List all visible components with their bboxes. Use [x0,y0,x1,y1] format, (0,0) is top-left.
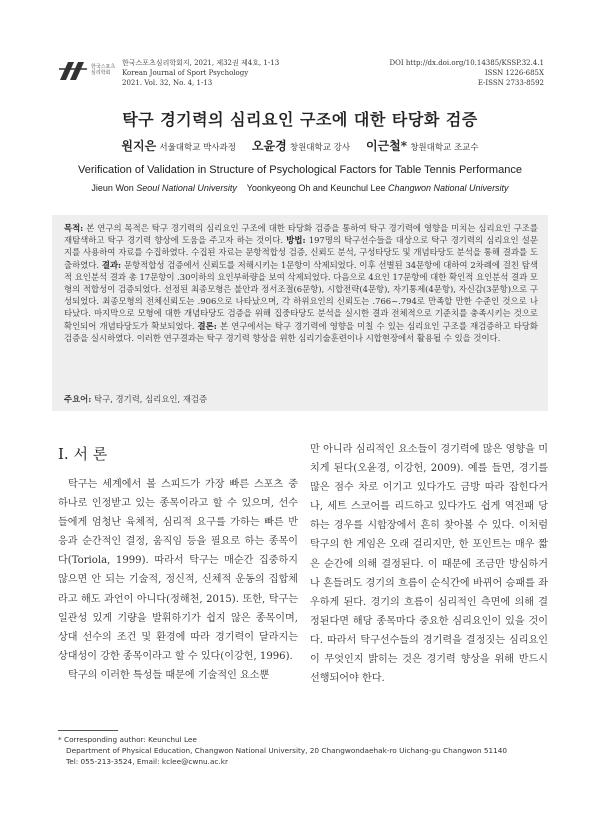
kssp-logo-icon [58,60,88,82]
abstract-label-method: 방법: [286,235,306,246]
author-name-en: Jieun Won [91,183,134,193]
abstract-conclusion: 본 연구에서는 탁구 경기력에 영향을 미칠 수 있는 심리요인 구조를 재검증하고 타당화 검증을 실시하였다. 이러한 연구결과는 탁구 경기력 향상을 위한 심리기술훈련이나 시합현장에서 활용될 수 있을 것이다. [64,320,538,343]
abstract-label-purpose: 목적: [64,223,84,233]
doi-block [390,58,544,88]
author-name: 이근철* [365,139,408,153]
author-affiliation: 서울대학교 박사과정 [159,143,236,153]
author-affiliation-en: Changwon National University [388,183,509,193]
author-name: 오윤경 [251,139,287,153]
body-column-left [58,475,298,685]
authors-english [0,183,600,193]
keywords-label: 주요어: [64,394,92,404]
author-name-en: Yoonkyeong Oh and Keunchul Lee [246,183,386,193]
eissn: E-ISSN 2733-8592 [477,79,544,87]
issn: ISSN 1226-685X [484,69,544,77]
body-paragraph: 탁구의 이러한 특성들 때문에 기술적인 요소뿐 [68,669,270,681]
journal-logo [58,58,120,88]
journal-name-ko: 한국스포츠심리학회지, 2021, 제32권 제4호, 1-13 [122,59,280,67]
keywords-text: 탁구, 경기력, 심리요인, 재검증 [91,394,208,404]
footnote-divider [58,730,118,731]
abstract-label-results: 결과: [101,259,122,270]
paper-title: 탁구 경기력의 심리요인 구조에 대한 타당화 검증 [122,110,478,129]
abstract-label-conclusion: 결론: [197,320,217,331]
abstract-purpose: 본 연구의 목적은 탁구 경기력의 심리요인 구조에 대한 타당화 검증을 통하여 탁구 경기력에 영향을 미치는 심리요인 구조를 재탐색하고 탁구 경기력 향상에 도움을 주고자 하는 것이다. [64,223,538,246]
journal-name-en: Korean Journal of Sport Psychology [122,69,249,77]
logo-text: 한국스포츠 심리학회 [91,64,116,76]
doi-link[interactable]: DOI http://dx.doi.org/10.14385/KSSP.32.4.1 [389,59,544,67]
abstract [64,222,538,344]
body-paragraph: 만 아니라 심리적인 요소들이 경기력에 많은 영향을 미치게 된다(오윤경, 이강헌, 2009). 예를 들면, 경기를 많은 점수 차로 이기고 있다가도 금방 따라 잡힌다거나, 세트 스코어를 리드하고 있다가도 쉽게 역전패 당하는 경우를 시합장에서 흔히 찾아볼 수 있다. 이처럼 탁구의 한 게임은 오래 걸리지만, 한 포인트는 매우 짧은 순간에 의해 결정된다. 이 때문에 조금만 방심하거나 흔들려도 경기의 흐름이 순식간에 바뀌어 승패를 좌우하게 된다. 경기의 흐름이 심리적인 측면에 의해 결정된다면 해당 종목마다 중요한 심리요인이 있을 것이다. 따라서 탁구선수들의 경기력을 결정짓는 심리요인이 무엇인지 밝히는 것은 경기력 향상을 위해 반드시 선행되어야 한다. [310,444,548,685]
footnote [58,734,548,767]
footnote-address: Department of Physical Education, Changwon National University, 20 Changwondaehak-ro Uichang-gu Changwon 51140 [66,746,508,755]
journal-info [122,58,279,88]
abstract-results: 문항적합성 검증에서 신뢰도를 저해시키는 1문항이 삭제되었다. 이후 선별된 34문항에 대하여 2차례에 걸친 탐색적 요인분석 결과 총 17문항이 .30이하의 요인부하량을 보여 삭제되었다. 다음으로 4요인 17문항에 대한 확인적 요인분석 결과 모형의 적합성이 검증되었다. 선정된 최종모형은 불안과 정서조절(6문항), 시합전략(4문항), 자기통제(4문항), 자신감(3문항)으로 구성되었다. 최종모형의 전체신뢰도는 .906으로 나타났으며, 각 하위요인의 신뢰도는 .766~.794로 만족할 만한 수준인 것으로 나타났다. 마지막으로 모형에 대한 개념타당도 검증을 위해 집중타당도 분석을 실시한 결과 전체적으로 기준치를 충족시키는 것으로 확인되어 개념타당도가 확보되었다. [64,259,538,331]
author-affiliation: 창원대학교 강사 [289,143,351,153]
section-heading-introduction: Ⅰ. 서 론 [58,445,108,463]
abstract-method: 197명의 탁구선수들을 대상으로 탁구 경기력의 심리요인 설문지를 사용하여 자료를 수집하였다. 수집된 자료는 문항적합성 검증, 신뢰도 분석, 구성타당도 및 개념타당도 분석을 통해 결과를 도출하였다. [64,235,538,270]
paper-title-english: Verification of Validation in Structure of Psychological Factors for Table Tennis Performance [78,164,522,176]
footnote-contact: Tel: 055-213-3524, Email: kclee@cwnu.ac.kr [66,757,228,766]
author-affiliation: 창원대학교 조교수 [410,143,479,153]
footnote-corresponding-author: * Corresponding author: Keunchul Lee [58,735,197,744]
body-column-right [310,440,548,688]
authors-korean [0,137,600,154]
journal-volume: 2021. Vol. 32, No. 4, 1-13 [122,79,213,87]
author-name: 원지은 [121,139,157,153]
author-affiliation-en: Seoul National University [136,183,237,193]
keywords [64,393,207,405]
body-paragraph: 탁구는 세계에서 볼 스피드가 가장 빠른 스포츠 중 하나로 인정받고 있는 종목이라고 할 수 있으며, 선수들에게 엄청난 육체적, 심리적 요구를 가하는 빠른 반응과 순간적인 결정, 움직임 등을 필요로 하는 종목이다(Toriola, 1999). 따라서 탁구는 매순간 집중하지 않으면 안 되는 기술적, 정신적, 신체적 운동의 집합체라고 해도 과언이 아니다(정해천, 2015). 또한, 탁구는 일관성 있게 기량을 발휘하기가 쉽지 않은 종목이며, 상대 선수의 조건 및 환경에 따라 경기력이 달라지는 상대성이 강한 종목이라고 할 수 있다(이강헌, 1996). [58,479,298,662]
